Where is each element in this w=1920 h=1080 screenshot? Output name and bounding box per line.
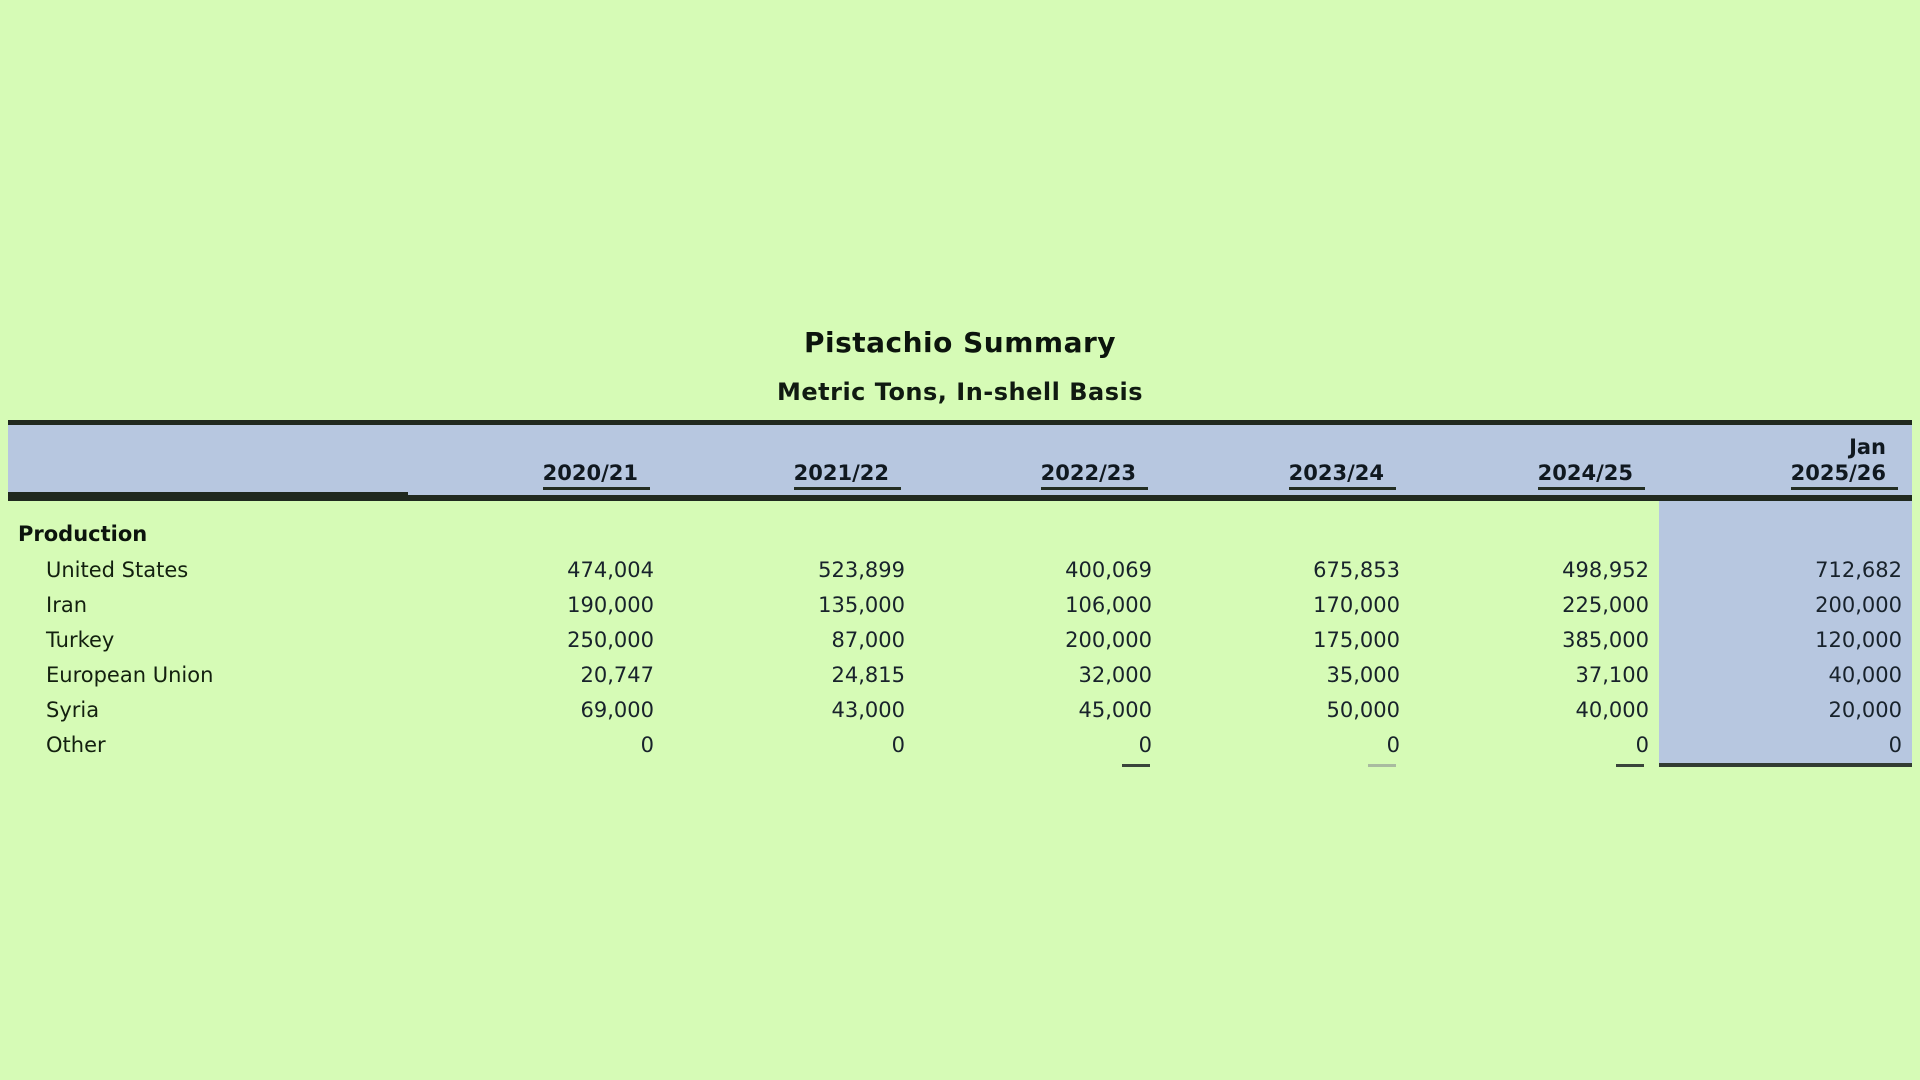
table-row-turkey (8, 623, 1912, 658)
cell-2025-26: 200,000 (1659, 588, 1912, 623)
label-column-border (8, 492, 408, 495)
cell-2022-23: 0 (1138, 733, 1152, 757)
header-col-2023-24 (1162, 425, 1410, 495)
header-col-2021-22 (664, 425, 915, 495)
row-label: European Union (46, 663, 214, 687)
header-col-2022-23 (915, 425, 1162, 495)
cell-2024-25: 0 (1635, 733, 1649, 757)
table-header-row (8, 425, 1912, 495)
header-spacer-cell (8, 425, 415, 495)
row-label: Other (46, 733, 106, 757)
cell-2020-21: 0 (640, 733, 654, 757)
header-col-jan-2025-26 (1659, 425, 1912, 495)
cell-2020-21: 69,000 (580, 698, 654, 722)
row-label: Turkey (46, 628, 115, 652)
cell-2024-25: 385,000 (1562, 628, 1649, 652)
year-label: 2020/21 (543, 460, 650, 490)
cell-2025-26: 0 (1659, 728, 1912, 763)
cell-2025-26: 20,000 (1659, 693, 1912, 728)
zero-underline-2023-24 (1368, 764, 1396, 767)
page-title: Pistachio Summary (803, 326, 1117, 359)
cell-2020-21: 20,747 (580, 663, 654, 687)
cell-2021-22: 0 (891, 733, 905, 757)
cell-2024-25: 498,952 (1562, 558, 1649, 582)
cell-2023-24: 0 (1386, 733, 1400, 757)
cell-2021-22: 43,000 (831, 698, 905, 722)
row-label: Iran (46, 593, 88, 617)
table-row-syria (8, 693, 1912, 728)
table-row-iran (8, 588, 1912, 623)
cell-2024-25: 40,000 (1575, 698, 1649, 722)
period-label: Jan (1849, 435, 1886, 459)
table-row-united-states (8, 553, 1912, 588)
header-col-2024-25 (1410, 425, 1659, 495)
cell-2020-21: 250,000 (567, 628, 654, 652)
cell-2021-22: 87,000 (831, 628, 905, 652)
zero-underline-2024-25 (1616, 764, 1644, 767)
table-row-other (8, 728, 1912, 763)
summary-table (8, 420, 1912, 772)
zero-underline-2022-23 (1122, 764, 1150, 767)
year-label: 2022/23 (1041, 460, 1148, 490)
cell-2025-26: 120,000 (1659, 623, 1912, 658)
year-label: 2025/26 (1791, 460, 1898, 490)
cell-2020-21: 474,004 (567, 558, 654, 582)
cell-2021-22: 135,000 (818, 593, 905, 617)
cell-2023-24: 170,000 (1313, 593, 1400, 617)
row-label: United States (46, 558, 189, 582)
cell-2022-23: 106,000 (1065, 593, 1152, 617)
cell-2022-23: 32,000 (1078, 663, 1152, 687)
year-label: 2021/22 (794, 460, 901, 490)
year-label: 2023/24 (1289, 460, 1396, 490)
highlight-column-bottom-border (1659, 763, 1912, 767)
cell-2025-26: 712,682 (1659, 553, 1912, 588)
cell-2022-23: 400,069 (1065, 558, 1152, 582)
section-label: Production (18, 522, 148, 546)
cell-2024-25: 225,000 (1562, 593, 1649, 617)
header-col-2020-21 (415, 425, 664, 495)
cell-2020-21: 190,000 (567, 593, 654, 617)
cell-2023-24: 35,000 (1326, 663, 1400, 687)
cell-2021-22: 523,899 (818, 558, 905, 582)
cell-2024-25: 37,100 (1575, 663, 1649, 687)
cell-2025-26: 40,000 (1659, 658, 1912, 693)
table-row-european-union (8, 658, 1912, 693)
cell-2022-23: 200,000 (1065, 628, 1152, 652)
section-row-production (8, 501, 1912, 553)
cell-2022-23: 45,000 (1078, 698, 1152, 722)
page-subtitle: Metric Tons, In-shell Basis (776, 378, 1143, 406)
cell-2023-24: 675,853 (1313, 558, 1400, 582)
cell-2021-22: 24,815 (831, 663, 905, 687)
year-label: 2024/25 (1538, 460, 1645, 490)
table-body (8, 501, 1912, 763)
row-label: Syria (46, 698, 100, 722)
cell-2023-24: 50,000 (1326, 698, 1400, 722)
cell-2023-24: 175,000 (1313, 628, 1400, 652)
